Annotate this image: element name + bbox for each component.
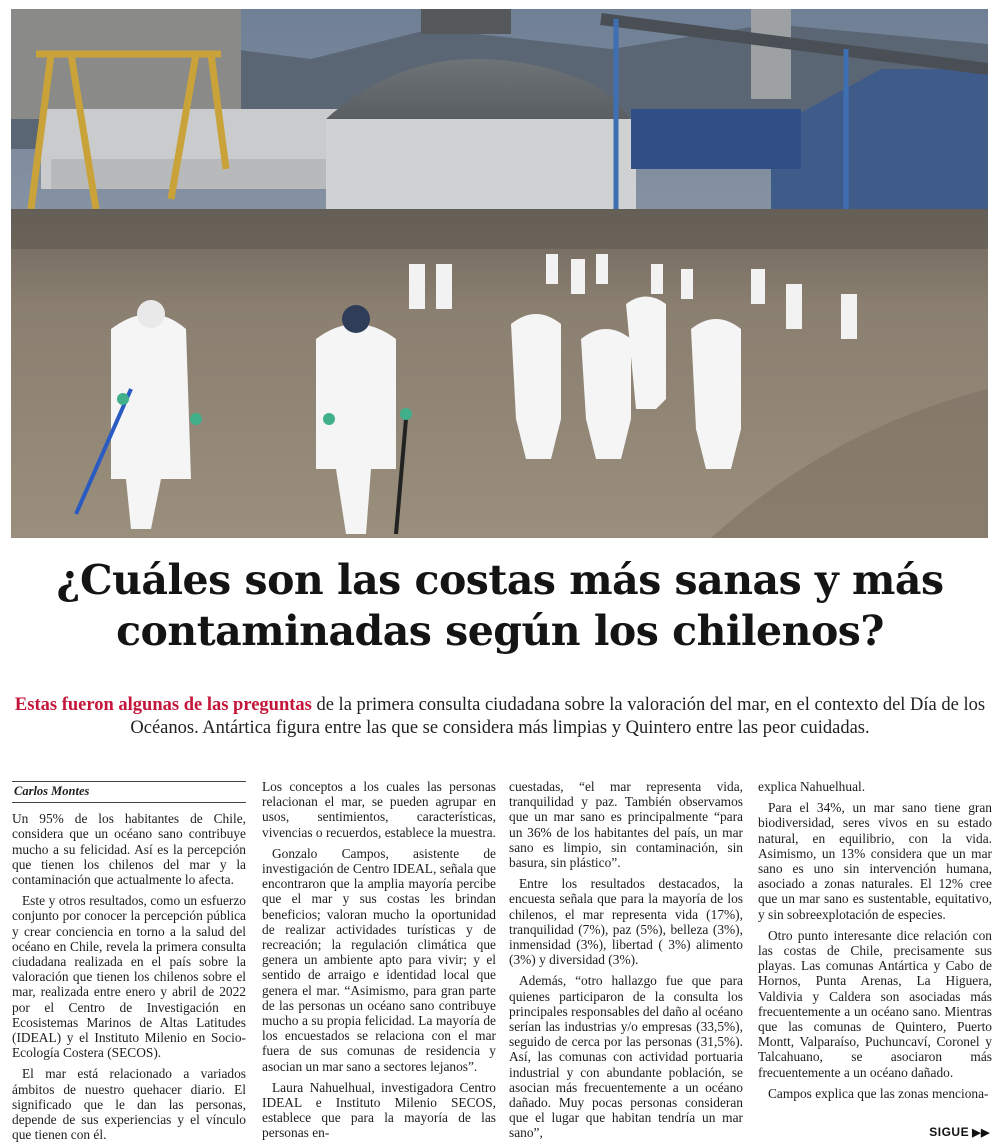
column-2 [262, 779, 496, 1147]
article-headline [0, 555, 1000, 657]
article-lead [12, 694, 988, 740]
paragraph: Laura Nahuelhual, investigadora Centro IDEAL e Instituto Milenio SECOS, establece que para la mayoría de las personas en- [262, 1079, 496, 1141]
article-body [12, 779, 992, 1143]
continue-label: SIGUE [929, 1125, 970, 1139]
photo-beach-cleanup-illustration [11, 9, 988, 538]
paragraph: Otro punto interesante dice relación con las costas de Chile, precisamente sus playas. Las comunas Antártica y Cabo de Hornos, Punta Arenas, La Higuera, Valdivia y Caldera son asociadas más frecuentemente a un océano sano. Mientras que las comunas de Quintero, Puerto Montt, Valparaíso, Puchuncaví, Coronel y Talcahuano, se asociaron más frecuentemente a un océano dañado. [758, 927, 992, 1080]
double-arrow-right-icon: ▶▶ [972, 1127, 990, 1139]
paragraph: Entre los resultados destacados, la encuesta señala que para la mayoría de los chilenos, el mar representa vida (17%), tranquilidad (7%), paz (5%), belleza (3%), inmensidad (3%), libertad ( 3%) alimento (3%) y diversidad (3%). [509, 876, 743, 968]
paragraph: El mar está relacionado a variados ámbitos de nuestro quehacer diario. El significado que le dan las personas, depende de sus experiencias y el vínculo que tienen con él. [12, 1066, 246, 1143]
paragraph: Campos explica que las zonas menciona- [768, 1085, 989, 1101]
article-photo [11, 9, 988, 538]
byline: Carlos Montes [12, 781, 246, 803]
paragraph: explica Nahuelhual. [758, 779, 866, 794]
column-1 [12, 781, 246, 1148]
column-3 [509, 779, 743, 1147]
column-4 [758, 779, 992, 1107]
headline-line-1: ¿Cuáles son las costas más sanas y más [56, 556, 944, 604]
headline-line-2: contaminadas según los chilenos? [116, 607, 884, 655]
paragraph: cuestadas, “el mar representa vida, tranquilidad y paz. También observamos que un mar sano es principalmente “para un 36% de los habitantes del país, un mar sano es limpio, sin contaminación, sin basura, sin plástico”. [509, 779, 743, 871]
lead-kicker: Estas fueron algunas de las preguntas [14, 695, 312, 715]
lead-text: de la primera consulta ciudadana sobre la valoración del mar, en el contexto del Día de los Océanos. Antártica figura entre las que se considera más limpias y Quintero entre las peor cuidadas. [130, 695, 986, 738]
paragraph: Para el 34%, un mar sano tiene gran biodiversidad, seres vivos en su estado natural, en equilibrio, con la vida. Asimismo, un 13% considera que un mar sano es uno sin intervención humana, asociado a zonas naturales. El 12% cree que un mar sano es sustentable, equitativo, y sin sobreexplotación de especies. [758, 800, 992, 922]
continue-marker [929, 1125, 990, 1139]
paragraph: Un 95% de los habitantes de Chile, considera que un océano sano contribuye mucho a su felicidad. Así es la percepción que tienen los chilenos del mar y la contaminación que actualmente lo afecta. [12, 811, 246, 888]
paragraph: Este y otros resultados, como un esfuerzo conjunto por conocer la percepción pública y crear conciencia en torno a la salud del océano en Chile, revela la primera consulta ciudadana realizada en el país sobre la valoración que tienen los chilenos sobre el mar, realizada entre enero y abril de 2022 por el Centro de Investigación en Ecosistemas Marinos de Altas Latitudes (IDEAL) y el Instituto Milenio en Socio-Ecología Costera (SECOS). [12, 893, 246, 1061]
paragraph: Los conceptos a los cuales las personas relacionan el mar, se pueden agrupar en usos, sentimientos, características, vivencias o recuerdos, establece la muestra. [262, 779, 496, 840]
paragraph: Además, “otro hallazgo fue que para quienes participaron de la consulta los principales responsables del daño al océano serían las industrias y/o empresas (33,5%), seguido de cerca por las personas (31,5%). Así, las comunas con actividad portuaria industrial y con abundante población, se asocian más frecuentemente a un océano dañado. Muy pocas personas consideran que el lugar que habitan tendría un mar sano”, [509, 973, 743, 1141]
paragraph: Gonzalo Campos, asistente de investigación de Centro IDEAL, señala que encontraron que la amplia mayoría percibe que el mar y sus costas les brindan beneficios; valoran mucho la oportunidad de realizar actividades turísticas y de recreación; la regulación climática que genera un ambiente apto para vivir; y el sentido de arraigo e identidad local que genera el mar. “Asimismo, para gran parte de las personas un océano sano contribuye mucho a su propia felicidad. La mayoría de los encuestados se relaciona con el mar fuera de sus comunas de residencia y asocian un mar sano a sectores lejanos”. [262, 845, 496, 1074]
